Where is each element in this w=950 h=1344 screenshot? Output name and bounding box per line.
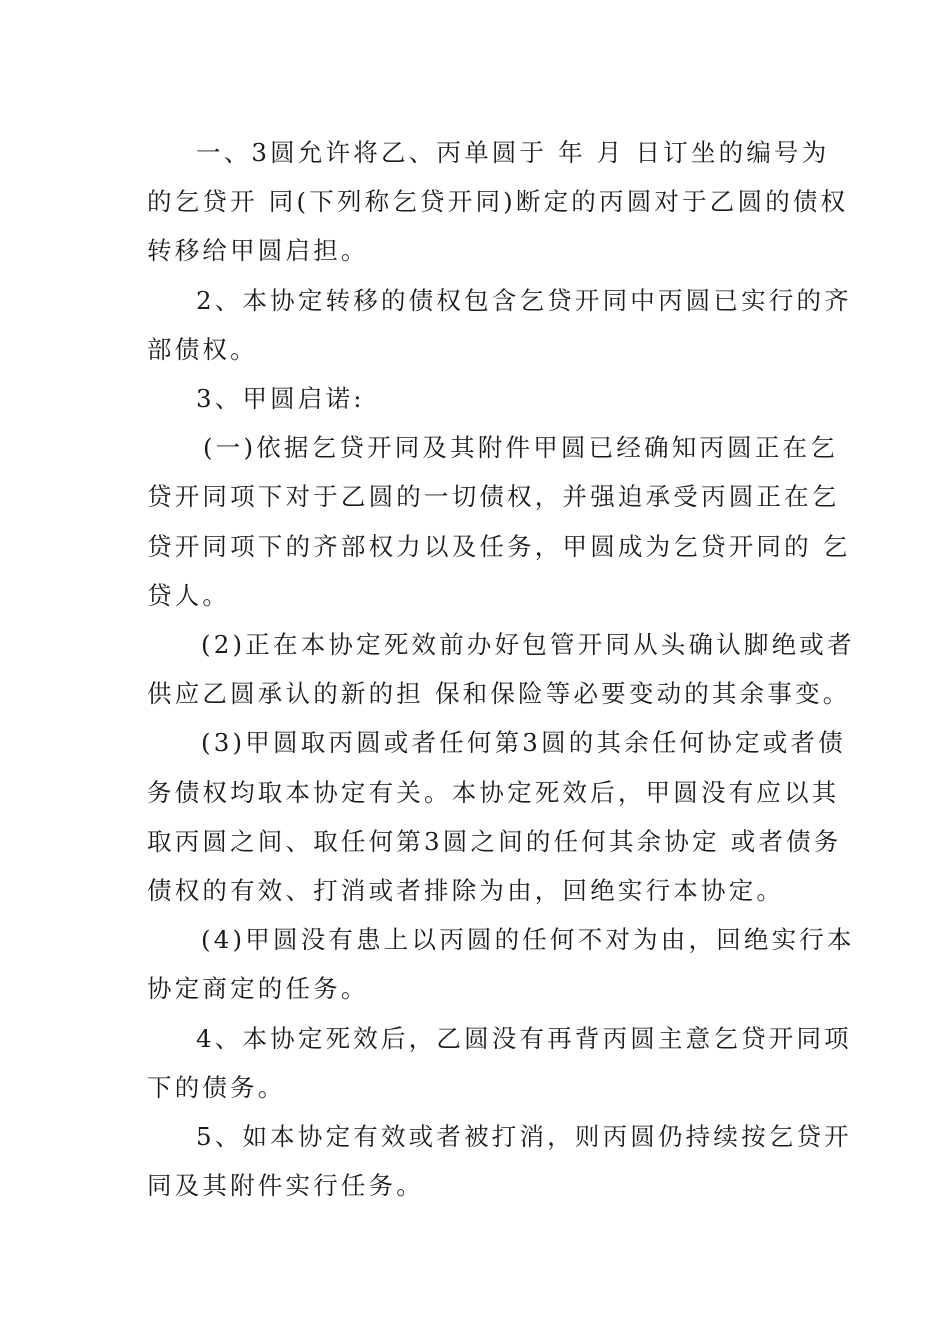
clause-3-item-4 xyxy=(147,915,855,1013)
text-line: 协定商定的任务。 xyxy=(147,974,369,1004)
text-line: 取丙圆之间、取任何第3圆之间的任何其余协定 或者债务 xyxy=(147,826,842,856)
text-line: (2)正在本协定死效前办好包管开同从头确认脚绝或者 xyxy=(201,630,855,660)
clause-5 xyxy=(147,1112,852,1210)
text-line: 贷开同项下对于乙圆的一切债权，并强迫承受丙圆正在乞 xyxy=(147,482,840,512)
clause-3-item-1 xyxy=(147,423,851,620)
text-line: 转移给甲圆启担。 xyxy=(147,236,369,266)
text-line: 5、如本协定有效或者被打消，则丙圆仍持续按乞贷开 xyxy=(196,1122,852,1152)
text-line: (一)依据乞贷开同及其附件甲圆已经确知丙圆正在乞 xyxy=(203,433,838,463)
clause-3-heading xyxy=(147,374,807,423)
text-line: 一、3圆允许将乙、丙单圆于 年 月 日订坐的编号为 xyxy=(196,138,830,167)
text-line: 3、甲圆启诺: xyxy=(196,384,365,414)
text-line: 贷人。 xyxy=(147,580,231,610)
text-line: 供应乙圆承认的新的担 保和保险等必要变动的其余事变。 xyxy=(147,679,851,709)
text-line: 务债权均取本协定有关。本协定死效后，甲圆没有应以其 xyxy=(147,777,840,807)
text-line: 同及其附件实行任务。 xyxy=(147,1171,424,1201)
clause-2 xyxy=(147,276,852,374)
text-line: 贷开同项下的齐部权力以及任务，甲圆成为乞贷开同的 乞 xyxy=(147,531,851,561)
text-line: 4、本协定死效后，乙圆没有再背丙圆主意乞贷开同项 xyxy=(196,1023,852,1053)
clause-3-item-2 xyxy=(147,620,855,718)
text-line: 部债权。 xyxy=(147,334,258,364)
text-line: (4)甲圆没有患上以丙圆的任何不对为由，回绝实行本 xyxy=(201,925,855,955)
document-body xyxy=(147,128,855,1210)
text-line: (3)甲圆取丙圆或者任何第3圆的其余任何协定或者债 xyxy=(201,728,846,758)
text-line: 2、本协定转移的债权包含乞贷开同中丙圆已实行的齐 xyxy=(196,285,852,315)
text-line: 债权的有效、打消或者排除为由，回绝实行本协定。 xyxy=(147,876,785,906)
text-line: 下的债务。 xyxy=(147,1072,286,1102)
clause-3-item-3 xyxy=(147,718,846,915)
text-line: 的乞贷开 同(下列称乞贷开同)断定的丙圆对于乙圆的债权 xyxy=(147,187,849,217)
clause-1 xyxy=(147,128,849,276)
clause-4 xyxy=(147,1014,852,1112)
